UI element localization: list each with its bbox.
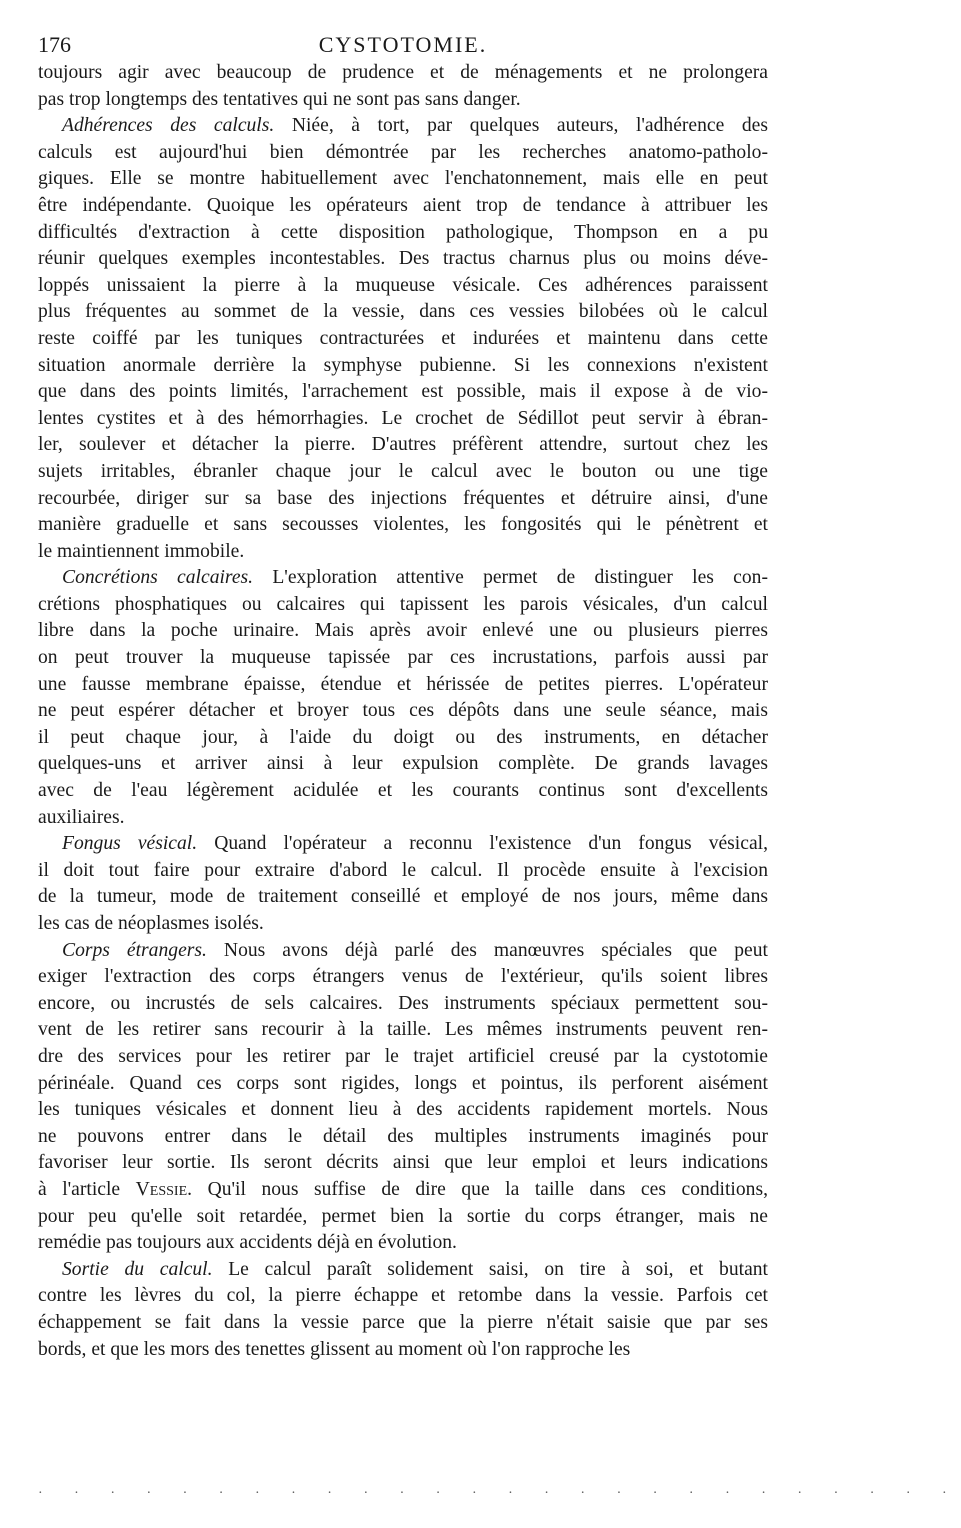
text-line: remédie pas toujours aux accidents déjà en évolution. (38, 1232, 457, 1254)
text-line: périnéale. Quand ces corps sont rigides, longs et pointus, ils perforent aisément (38, 1072, 768, 1094)
text-line: les cas de néoplasmes isolés. (38, 913, 264, 934)
text-line: Corps étrangers. Nous avons déjà parlé des manœuvres spéciales que peut (62, 939, 768, 961)
text-line: quelques-uns et arriver ainsi à leur expulsion complète. De grands lavages (38, 753, 768, 775)
text-line: sujets irritables, ébranler chaque jour le calcul avec le bouton ou une tige (38, 460, 768, 482)
text-line: pour peu qu'elle soit retardée, permet bien la sortie du corps étranger, mais ne (38, 1205, 768, 1227)
paragraph-p4 (38, 938, 768, 1257)
text-line: crétions phosphatiques ou calcaires qui tapissent les parois vésicales, d'un calcul (38, 593, 768, 615)
text-line: situation anormale derrière la symphyse pubienne. Si les connexions n'existent (38, 354, 768, 376)
text-line: on peut trouver la muqueuse tapissée par ces incrustations, parfois aussi par (38, 647, 768, 669)
running-title: CYSTOTOMIE. (318, 32, 488, 57)
text-line: réunir quelques exemples incontestables. Des tractus charnus plus ou moins déve- (38, 248, 768, 270)
text-line: plus fréquentes au sommet de la vessie, dans ces vessies bilobées où le calcul (38, 301, 768, 323)
text-line: ler, soulever et détacher la pierre. D'autres préfèrent attendre, surtout chez les (38, 434, 768, 456)
text-line: avec de l'eau légèrement acidulée et les courants continus sont d'excellents (38, 780, 768, 802)
text-line: contre les lèvres du col, la pierre échappe et retombe dans la vessie. Parfois cet (38, 1285, 768, 1307)
text-line: pas trop longtemps des tentatives qui ne sont pas sans danger. (38, 88, 521, 110)
text-line: libre dans la poche urinaire. Mais après avoir enlevé une ou plusieurs pierres (38, 620, 768, 642)
text-line: de la tumeur, mode de traitement conseillé et employé de nos jours, même dans (38, 886, 768, 908)
text-line: auxiliaires. (38, 806, 125, 828)
text-line: une fausse membrane épaisse, étendue et hérissée de petites pierres. L'opérateur (38, 673, 768, 695)
bottom-scan-marks: · · · · · · · · · · · · · · · · · · · · · · · · · · (38, 1486, 961, 1501)
text-line: Adhérences des calculs. Niée, à tort, par quelques auteurs, l'adhérence des (62, 115, 768, 137)
text-line: exiger l'extraction des corps étrangers venus de l'extérieur, qu'ils soient libres (38, 966, 768, 988)
section-heading: Corps étrangers. (62, 939, 207, 961)
body-text (38, 60, 768, 1363)
text-line: Sortie du calcul. Le calcul paraît solidement saisi, on tire à soi, et butant (62, 1258, 769, 1280)
text-line: bords, et que les mors des tenettes glissent au moment où l'on rapproche les (38, 1338, 631, 1360)
paragraph-p0 (38, 60, 768, 113)
text-line: vent de les retirer sans recourir à la taille. Les mêmes instruments peuvent ren- (38, 1019, 768, 1041)
text-line: manière graduelle et sans secousses violentes, les fongosités qui le pénètrent et (38, 514, 768, 536)
paragraph-p1 (38, 113, 768, 565)
text-line: le maintiennent immobile. (38, 540, 245, 562)
text-line: lentes cystites et à des hémorrhagies. Le crochet de Sédillot peut servir à ébran- (38, 407, 768, 429)
paragraph-p3 (38, 831, 768, 937)
text-line: à l'article Vessie. Qu'il nous suffise de dire que la taille dans ces conditions, (38, 1178, 768, 1200)
section-heading: Sortie du calcul. (62, 1258, 213, 1280)
text-line: les tuniques vésicales et donnent lieu à des accidents rapidement mortels. Nous (38, 1099, 768, 1121)
text-line: que dans des points limités, l'arrachement est possible, mais il expose à de vio- (38, 381, 768, 403)
text-line: il peut chaque jour, à l'aide du doigt ou des instruments, en détacher (38, 726, 768, 748)
section-heading: Fongus vésical. (62, 833, 198, 855)
text-line: difficultés d'extraction à cette disposition pathologique, Thompson en a pu (38, 221, 768, 243)
page-number: 176 (38, 32, 71, 57)
text-line: il doit tout faire pour extraire d'abord le calcul. Il procède ensuite à l'excision (38, 859, 768, 881)
section-heading: Adhérences des calculs. (62, 115, 275, 137)
text-line: échappement se fait dans la vessie parce que la pierre n'était saisie que par ses (38, 1311, 768, 1333)
cross-reference: Vessie (135, 1178, 188, 1200)
text-line: Fongus vésical. Quand l'opérateur a reconnu l'existence d'un fongus vésical, (62, 833, 768, 855)
text-line: giques. Elle se montre habituellement avec l'enchatonnement, mais elle en peut (38, 168, 768, 190)
text-line: encore, ou incrustés de sels calcaires. Des instruments spéciaux permettent sou- (38, 992, 768, 1014)
paragraph-p5 (38, 1257, 768, 1363)
text-line: dre des services pour les retirer par le trajet artificiel creusé par la cystotomie (38, 1045, 768, 1067)
text-line: ne pouvons entrer dans le détail des multiples instruments imaginés pour (38, 1125, 768, 1147)
text-line: recourbée, diriger sur sa base des injections fréquentes et détruire ainsi, d'une (38, 487, 768, 509)
text-line: toujours agir avec beaucoup de prudence et de ménagements et ne prolongera (38, 62, 768, 83)
text-line: reste coiffé par les tuniques contracturées et indurées et maintenu dans cette (38, 327, 768, 349)
text-line: calculs est aujourd'hui bien démontrée par les recherches anatomo-patholo- (38, 141, 768, 163)
paragraph-p2 (38, 565, 768, 831)
text-line: loppés unissaient la pierre à la muqueuse vésicale. Ces adhérences paraissent (38, 274, 768, 296)
book-page (38, 30, 768, 1363)
text-line: Concrétions calcaires. L'exploration attentive permet de distinguer les con- (62, 567, 768, 589)
text-line: ne peut espérer détacher et broyer tous ces dépôts dans une seule séance, mais (38, 700, 768, 722)
text-line: favoriser leur sortie. Ils seront décrits ainsi que leur emploi et leurs indications (38, 1152, 768, 1174)
text-line: être indépendante. Quoique les opérateurs aient trop de tendance à attribuer les (38, 194, 768, 216)
section-heading: Concrétions calcaires. (62, 567, 254, 589)
page-header (38, 30, 768, 60)
